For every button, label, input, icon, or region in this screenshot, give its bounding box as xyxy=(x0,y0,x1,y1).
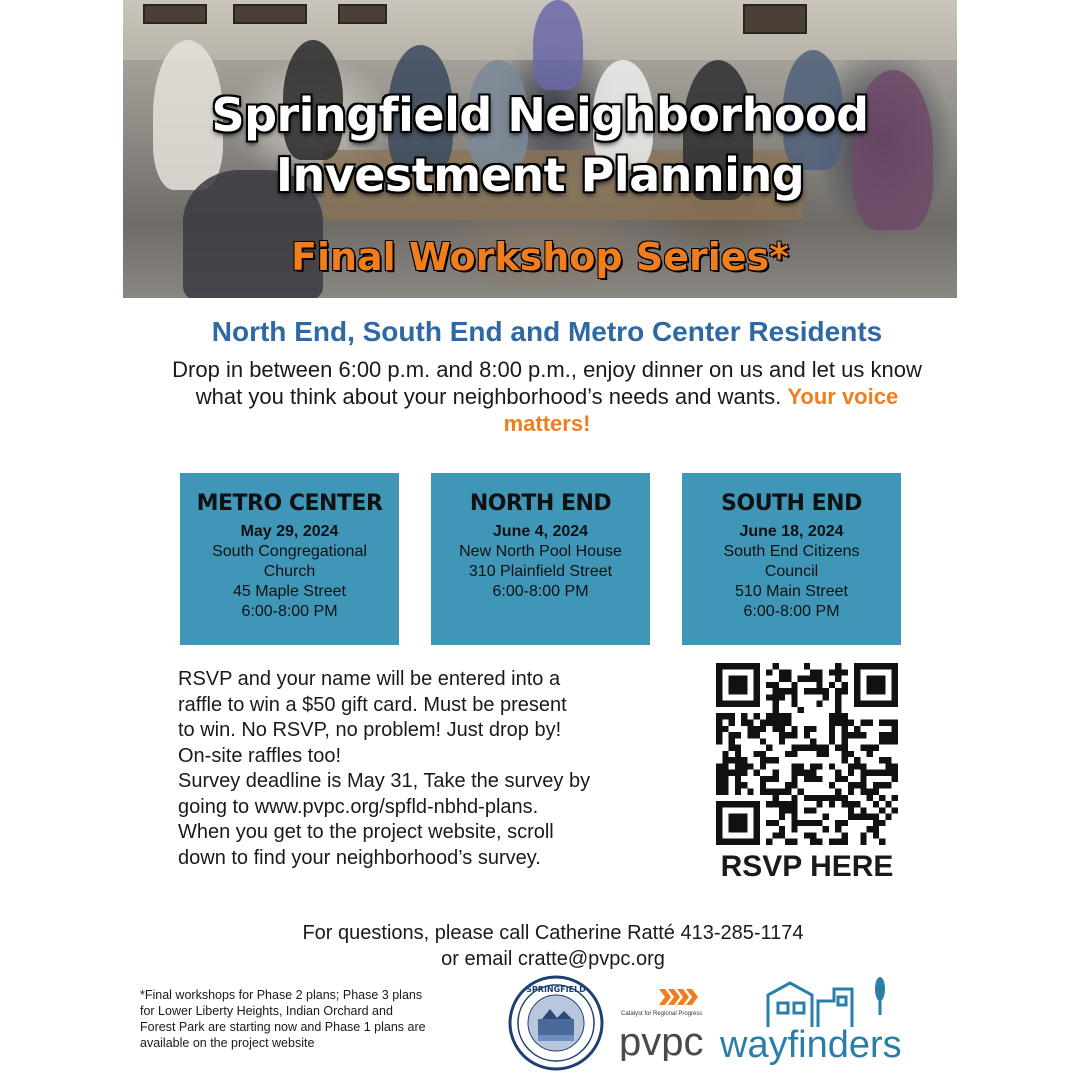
footnote-line: available on the project website xyxy=(140,1036,315,1050)
rsvp-line: to win. No RSVP, no problem! Just drop by! xyxy=(178,719,562,741)
footnote-line: Forest Park are starting now and Phase 1 plans are xyxy=(140,1020,426,1034)
contact-info xyxy=(0,920,1080,972)
survey-line: down to find your neighborhood’s survey. xyxy=(178,846,541,869)
workshop-address: 510 Main Street xyxy=(735,583,848,600)
workshop-address: 45 Maple Street xyxy=(233,583,346,600)
rsvp-line: raffle to win a $50 gift card. Must be present xyxy=(178,693,567,716)
footnote xyxy=(140,987,506,1051)
workshop-date: June 18, 2024 xyxy=(739,523,844,540)
workshop-name: METRO CENTER xyxy=(196,491,383,516)
workshop-card-north-end xyxy=(431,473,650,645)
workshop-time: 6:00-8:00 PM xyxy=(241,603,338,620)
rsvp-line: RSVP and your name will be entered into a xyxy=(178,668,561,690)
seal-text: SPRINGFIELD xyxy=(526,985,586,994)
pvpc-logo-icon xyxy=(617,985,705,1061)
rsvp-here-label[interactable]: RSVP HERE xyxy=(720,850,894,883)
rsvp-paragraph xyxy=(178,667,698,871)
footnote-line: for Lower Liberty Heights, Indian Orchard and xyxy=(140,1004,393,1018)
wall-picture xyxy=(233,4,307,24)
workshop-time: 6:00-8:00 PM xyxy=(492,583,589,600)
workshop-date: June 4, 2024 xyxy=(492,523,589,540)
wayfinders-logo-icon xyxy=(718,975,924,1065)
contact-phone-line: For questions, please call Catherine Ratté 413-285-1174 xyxy=(302,922,804,944)
workshop-date: May 29, 2024 xyxy=(240,523,339,540)
wayfinders-name: wayfinders xyxy=(720,1024,902,1065)
workshop-location: Church xyxy=(263,563,316,580)
contact-email-line: or email cratte@pvpc.org xyxy=(441,948,665,970)
survey-line: going to www.pvpc.org/spfld-nbhd-plans. xyxy=(178,795,539,818)
intro-text: Drop in between 6:00 p.m. and 8:00 p.m., enjoy dinner on us and let us know what you think about your neighborhood’s needs and wants. xyxy=(172,357,922,409)
wall-picture xyxy=(743,4,807,34)
hero-photo-person xyxy=(533,0,583,90)
workshop-address: 310 Plainfield Street xyxy=(468,563,613,580)
intro-paragraph xyxy=(150,356,944,437)
workshop-card-south-end xyxy=(682,473,901,645)
city-seal-icon xyxy=(508,975,604,1071)
workshop-location: Council xyxy=(764,563,819,580)
wall-picture xyxy=(338,4,387,24)
hero-title-line1: Springfield Neighborhood xyxy=(211,88,869,142)
workshop-location: South End Citizens xyxy=(723,543,860,560)
footnote-line: *Final workshops for Phase 2 plans; Phase 3 plans xyxy=(140,988,423,1002)
workshop-name: NORTH END xyxy=(469,491,612,516)
workshop-location: South Congregational xyxy=(212,543,367,560)
hero-subtitle: Final Workshop Series* xyxy=(291,235,789,279)
workshop-time: 6:00-8:00 PM xyxy=(743,603,840,620)
qr-code-icon[interactable] xyxy=(716,663,898,845)
workshop-location: New North Pool House xyxy=(459,543,622,560)
wall-picture xyxy=(143,4,207,24)
survey-line: When you get to the project website, scroll xyxy=(178,821,554,843)
hero-banner xyxy=(123,0,957,298)
intro-accent: Your voice matters! xyxy=(503,384,899,436)
audience-heading: North End, South End and Metro Center Residents xyxy=(211,316,883,347)
workshop-card-metro-center xyxy=(180,473,399,645)
pvpc-name: pvpc xyxy=(619,1020,704,1061)
workshop-name: SOUTH END xyxy=(721,491,862,516)
survey-line: Survey deadline is May 31, Take the survey by xyxy=(178,770,591,792)
rsvp-line: On-site raffles too! xyxy=(178,744,342,767)
hero-title-line2: Investment Planning xyxy=(275,148,805,202)
pvpc-tagline: Catalyst for Regional Progress xyxy=(621,1011,703,1017)
